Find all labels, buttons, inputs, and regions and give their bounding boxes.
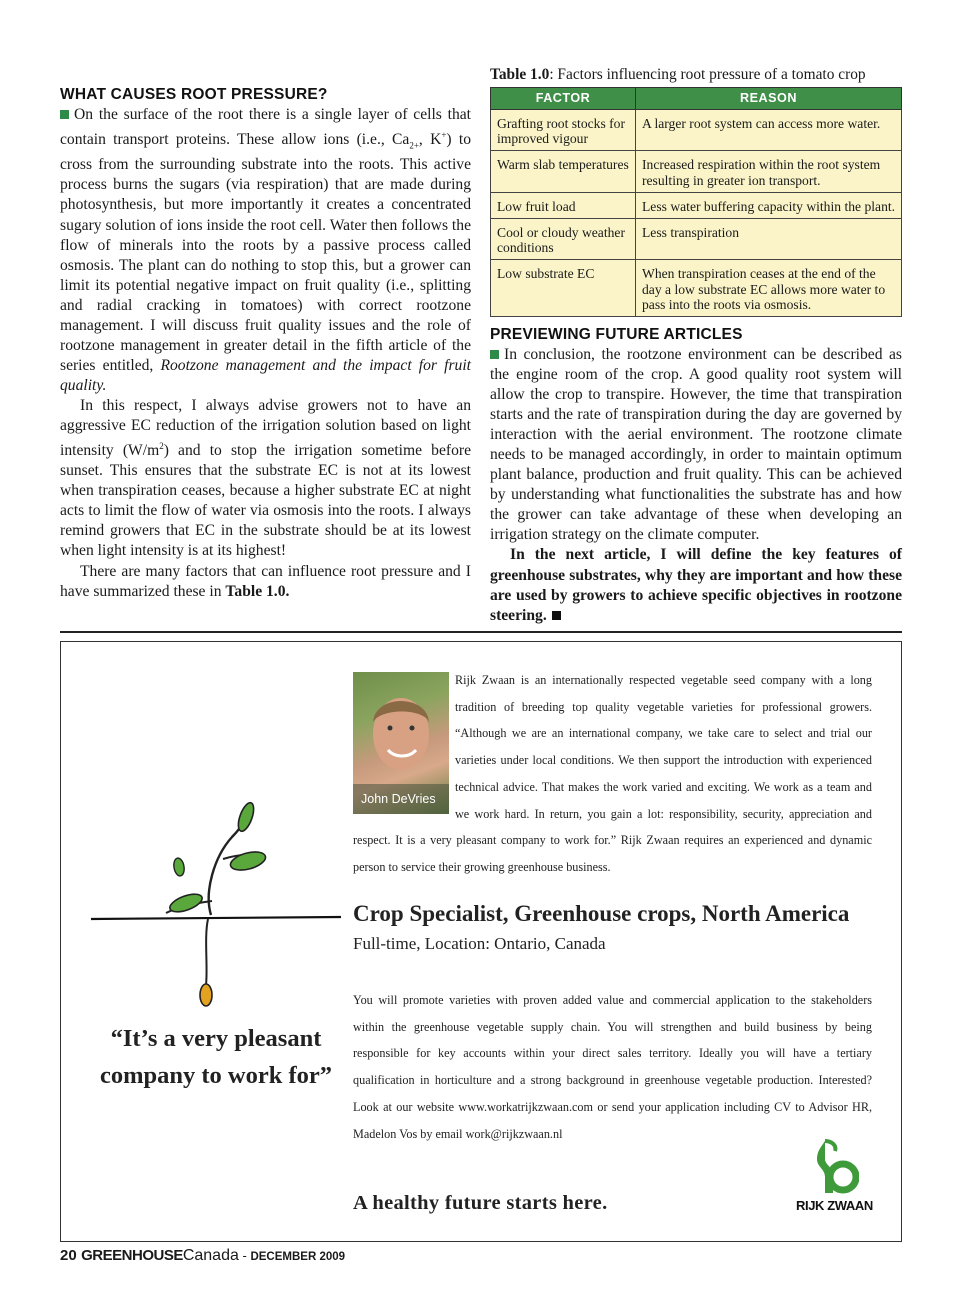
issue-date: DECEMBER 2009 [250,1251,346,1263]
table-cell-factor: Low substrate EC [491,260,636,317]
column-header-reason: REASON [636,88,902,110]
photo-caption: John DeVries [361,792,436,806]
left-body [60,105,471,602]
table-cell-factor: Cool or cloudy weather conditions [491,219,636,260]
bullet-square-icon [60,110,69,119]
table-cell-factor: Grafting root stocks for improved vigour [491,110,636,151]
table-cell-reason: Increased respiration within the root system resulting in greater ion transport. [636,151,902,192]
page-number: 20 [60,1247,77,1264]
divider [60,631,902,633]
table-row [491,151,902,192]
table-cell-factor: Warm slab temperatures [491,151,636,192]
photo-spacer [353,667,455,827]
paragraph: In conclusion, the rootzone environment can be described as the engine room of the crop. A good quality root system will allow the crop to transpire. However, the time that transpiration starts and the rate of transpiration during the day are governed by interaction with the aerial environment. The rootzone climate needs to be managed accordingly, in order to maintain optimum plant balance, production and fruit quality. This can be achieved by understanding what functionalities the substrate has and how the grower can take advantage of these when developing an irrigation strategy on the climate computer. [490,346,902,544]
right-body [490,345,902,626]
job-advertisement [60,641,902,1242]
right-column [490,326,902,626]
table-header-row [491,88,902,110]
table-reference: Table 1.0. [225,582,290,600]
paragraph: In this respect, I always advise growers not to have an aggressive EC reduction of the irrigation solution based on light intensity $(W/m^2)$ and to stop the irrigation sometime before sunset. This ensures that the substrate EC is not at its lowest when transpiration ceases, because a higher substrate EC at night acts to limit the flow of water via osmosis into the roots. I always remind growers that EC in the substrate should be at its lowest when light intensity is at its highest! [60,396,471,560]
job-subtitle: Full-time, Location: Ontario, Canada [353,934,606,953]
bullet-square-icon [490,350,499,359]
rijk-zwaan-logo-icon [811,1137,859,1195]
table-cell-reason: When transpiration ceases at the end of the day a low substrate EC allows more water to pass into the roots via osmosis. [636,260,902,317]
paragraph: On the surface of the root there is a single layer of cells that contain transport proteins. These allow ions (i.e., $Ca_{2+}$, K+) to cross from the surrounding substrate into the roots. This active process burns the sugars (via respiration) that are made during photosynthesis, but more importantly it creates a concentrated sugary solution of ions inside the root cell. Water then follows the flow of minerals into the roots by a passive process called osmosis. The plant can do nothing to stop this, but a grower can limit its potential negative impact on fruit quality (i.e., splitting and radial cracking in tomatoes) with correct rootzone management. I will discuss fruit quality issues and the role of rootzone management in greater detail in the fifth article of the series entitled, Rootzone management and the impact for fruit quality. [60,106,471,394]
magazine-brand-suffix: Canada [182,1247,239,1264]
job-title: Crop Specialist, Greenhouse crops, North America [353,901,850,926]
table-cell-reason: Less transpiration [636,219,902,260]
job-description: You will promote varieties with proven added value and commercial application to the stakeholders within the greenhouse vegetable supply chain. You will strengthen and build business by being responsible for key accounts within your direct sales territory. Ideally you will have a tertiary qualification in horticulture and a strong background in greenhouse vegetable production. Interested? Look at our website www.workatrijkzwaan.com or send your application including CV to Advisor HR, Madelon Vos by email work@rijkzwaan.nl [353,993,872,1141]
table-row [491,110,902,151]
section-heading-root-pressure: WHAT CAUSES ROOT PRESSURE? [60,86,328,103]
table-cell-reason: Less water buffering capacity within the plant. [636,192,902,218]
section-heading-previewing: PREVIEWING FUTURE ARTICLES [490,326,743,343]
paragraph-next-article: In the next article, I will define the key features of greenhouse substrates, why they are important and how these are used by growers to achieve specific objectives in rootzone steering. [490,546,902,624]
table-caption: Table 1.0: Factors influencing root pressure of a tomato crop [490,66,866,83]
factors-table [490,87,902,317]
sprout-illustration [86,797,376,1017]
table-row [491,260,902,317]
logo-text: RIJK ZWAAN [796,1198,873,1213]
paragraph: There are many factors that can influence root pressure and I have summarized these in Table 1.0. [60,562,471,600]
table-cell-factor: Low fruit load [491,192,636,218]
left-column [60,86,471,602]
ad-quote: “It’s a very pleasant company to work for” [99,1025,333,1089]
table-row [491,192,902,218]
end-mark-icon [552,611,561,620]
article-title: Rootzone management and the impact for fruit quality. [60,356,471,394]
table-row [491,219,902,260]
ad-tagline: A healthy future starts here. [353,1192,608,1214]
magazine-brand: GREENHOUSE [81,1247,183,1264]
column-header-factor: FACTOR [491,88,636,110]
ad-intro: Rijk Zwaan is an internationally respected vegetable seed company with a long tradition of breeding top quality vegetable varieties for professional growers. “Although we are an international company, we take care to select and trial our varieties under local conditions. We then support the introduction with experienced technical advice. That makes the work varied and exciting. We work as a team and we work hard. In return, you gain a lot: responsibility, security, appreciation and respect. It is a very pleasant company to work for.” Rijk Zwaan requires an experienced and dynamic person to service their growing greenhouse business. [353,667,872,881]
table-cell-reason: A larger root system can access more water. [636,110,902,151]
page-footer: 20 GREENHOUSECanada - DECEMBER 2009 [60,1247,346,1264]
